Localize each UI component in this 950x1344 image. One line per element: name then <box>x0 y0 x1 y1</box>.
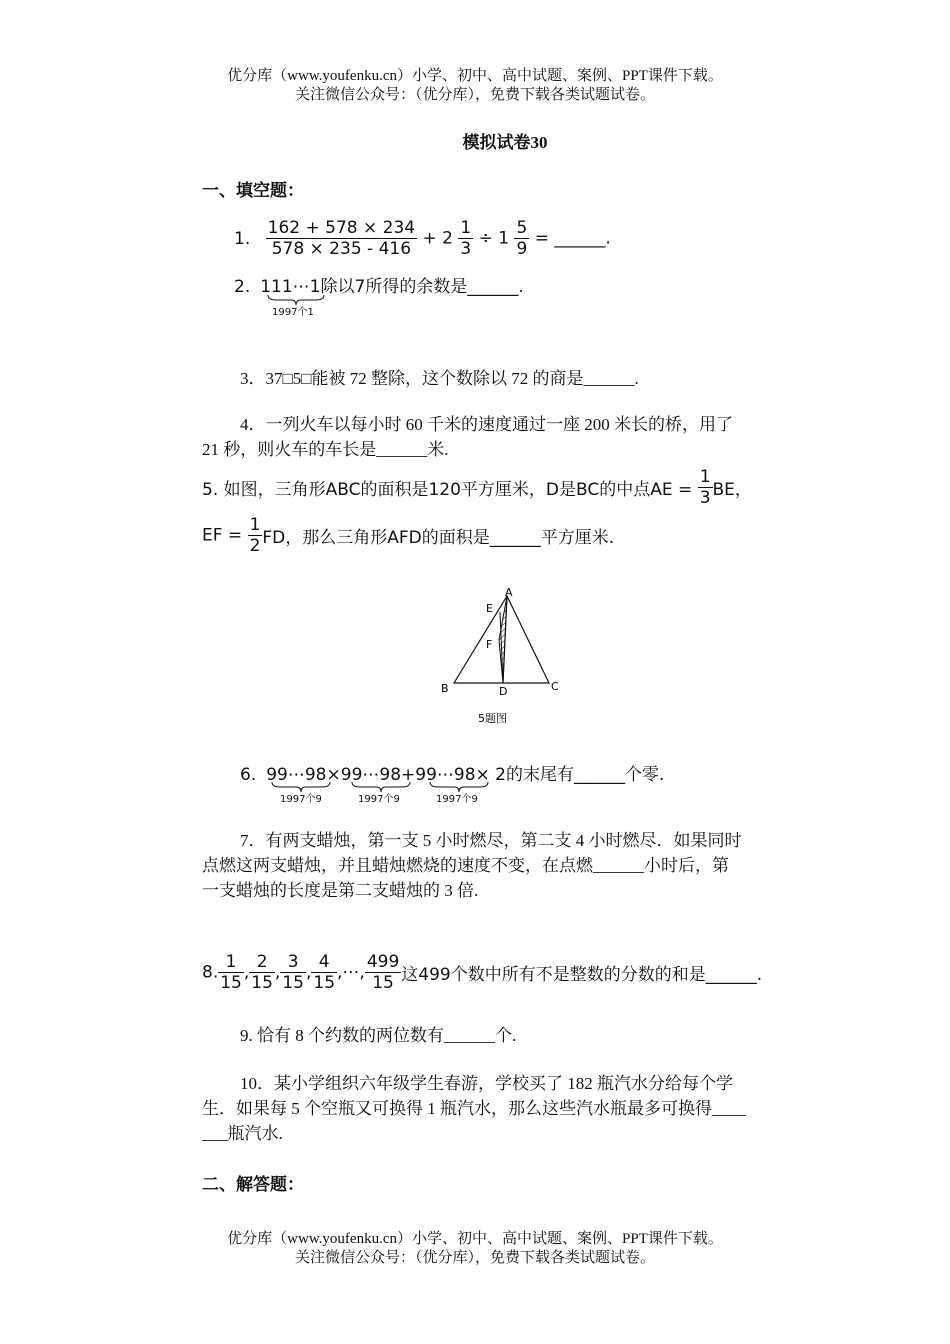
question-9: 9. 恰有 8 个约数的两位数有______个. <box>240 1026 517 1045</box>
q8-number: 8. <box>202 962 219 983</box>
q5-ae-denominator: 3 <box>699 488 711 508</box>
q6-term-2: 99⋯98 <box>340 765 402 785</box>
q5-ef-denominator: 2 <box>249 536 261 556</box>
page-title: 模拟试卷30 <box>462 133 548 152</box>
q2-digits: 111⋯1 <box>260 277 321 297</box>
q1-f1-denominator: 3 <box>460 239 472 259</box>
label-b: B <box>441 682 449 695</box>
q8-f2-denominator: 15 <box>251 973 273 993</box>
q8-fraction-2 <box>249 952 275 993</box>
question-5-line1 <box>202 467 752 508</box>
page-footer-line2: 关注微信公众号：（优分库），免费下载各类试题试卷。 <box>294 1250 655 1266</box>
q2-brace-label: 1997个1 <box>272 307 314 318</box>
q1-number: 1. <box>234 228 251 249</box>
q6-tail: × 2的末尾有______个零. <box>475 765 665 785</box>
q5-ae-numerator: 1 <box>699 467 711 487</box>
q8-fraction-last <box>365 952 401 993</box>
question-4-line1: 4．一列火车以每小时 60 千米的速度通过一座 200 米长的桥，用了 <box>240 415 733 434</box>
q8-f3-denominator: 15 <box>282 973 304 993</box>
question-1 <box>234 218 611 259</box>
q8-f2-numerator: 2 <box>249 952 275 973</box>
question-4-line2: 21 秒，则火车的车长是______米. <box>202 440 449 459</box>
label-d: D <box>499 685 508 698</box>
label-f: F <box>486 638 493 651</box>
q8-f1-numerator: 1 <box>218 952 244 973</box>
q6-op-2: + <box>401 765 416 785</box>
q8-f4-numerator: 4 <box>311 952 337 973</box>
figure-caption: 5题图 <box>478 712 507 725</box>
question-7-line1: 7．有两支蜡烛，第一支 5 小时燃尽，第二支 4 小时燃尽．如果同时 <box>240 831 742 850</box>
q8-tail: 这499个数中所有不是整数的分数的和是______. <box>401 965 763 985</box>
q5-fraction-ef <box>248 515 263 556</box>
label-c: C <box>551 680 559 693</box>
label-e: E <box>486 602 493 615</box>
q8-fraction-1 <box>218 952 244 993</box>
q8-last-numerator: 499 <box>366 952 400 972</box>
q5-ef-numerator: 1 <box>249 515 261 535</box>
q1-numerator: 162 + 578 × 234 <box>267 218 416 238</box>
q5-line2-tail: FD，那么三角形AFD的面积是______平方厘米. <box>262 528 615 548</box>
q5-fraction-ae <box>698 467 713 508</box>
q1-fraction-1 <box>458 218 473 259</box>
q1-f2-numerator: 5 <box>516 218 528 238</box>
q6-brace-label-3: 1997个9 <box>436 794 478 805</box>
q8-fraction-3 <box>280 952 306 993</box>
q2-tail: 除以7所得的余数是______. <box>320 277 524 297</box>
q1-tail: = ______. <box>534 228 611 249</box>
q1-fraction-2 <box>514 218 529 259</box>
q1-denominator: 578 × 235 - 416 <box>271 239 412 259</box>
question-3: 3．37□5□能被 72 整除，这个数除以 72 的商是______. <box>240 369 639 388</box>
triangle-figure <box>436 584 566 726</box>
q6-term-3: 99⋯98 <box>415 765 476 785</box>
q1-f1-numerator: 1 <box>460 218 472 238</box>
q8-f4-denominator: 15 <box>313 973 336 993</box>
page-footer-line1: 优分库（www.youfenku.cn）小学、初中、高中试题、案例、PPT课件下载。 <box>227 1231 723 1247</box>
question-10-line2: 生．如果每 5 个空瓶又可换得 1 瓶汽水，那么这些汽水瓶最多可换得____ <box>202 1099 746 1118</box>
q6-brace-label-2: 1997个9 <box>358 794 400 805</box>
q1-main-fraction <box>266 218 417 259</box>
q1-op1: + 2 <box>422 228 453 249</box>
q1-op2: ÷ 1 <box>478 228 510 249</box>
page-header-line1: 优分库（www.youfenku.cn）小学、初中、高中试题、案例、PPT课件下载。 <box>227 68 723 84</box>
q5-line2-lead: EF = <box>202 525 243 546</box>
page-header-line2: 关注微信公众号：（优分库），免费下载各类试题试卷。 <box>294 87 655 103</box>
q8-f1-denominator: 15 <box>220 973 242 993</box>
question-10-line1: 10．某小学组织六年级学生春游，学校买了 182 瓶汽水分给每个学 <box>240 1074 733 1093</box>
q8-ellipsis: ,⋯, <box>337 962 365 983</box>
question-8: 8. $\frac{1}{15}$ , $\frac{2}{15}$ , $\frac{3}{15}$ , $\frac{4}{15}$ ,⋯, $\frac{499}{15}$ 这499个数中所有不是整数的分数的和是______. <box>202 952 763 993</box>
q8-last-denominator: 15 <box>372 973 394 993</box>
q5-line1-tail: BE， <box>712 480 752 500</box>
q6-brace-label-1: 1997个9 <box>280 794 322 805</box>
q8-fraction-4 <box>311 952 337 993</box>
question-5-line2 <box>202 515 614 556</box>
q8-f3-numerator: 3 <box>280 952 306 973</box>
q6-number: 6. <box>240 765 257 785</box>
q6-op-1: × <box>326 765 341 785</box>
section-heading-fill-in: 一、填空题： <box>202 181 304 200</box>
question-7-line2: 点燃这两支蜡烛，并且蜡烛燃烧的速度不变，在点燃______小时后，第 <box>202 856 729 875</box>
q2-number: 2. <box>234 277 251 297</box>
q5-line1-text: 5. 如图，三角形ABC的面积是120平方厘米，D是BC的中点AE = <box>202 480 693 500</box>
section-heading-solve: 二、解答题： <box>202 1175 304 1194</box>
q1-f2-denominator: 9 <box>516 239 528 259</box>
label-a: A <box>505 586 513 599</box>
q6-term-1: 99⋯98 <box>266 765 327 785</box>
question-7-line3: 一支蜡烛的长度是第二支蜡烛的 3 倍. <box>202 881 479 900</box>
question-10-line3: ___瓶汽水. <box>202 1124 283 1143</box>
